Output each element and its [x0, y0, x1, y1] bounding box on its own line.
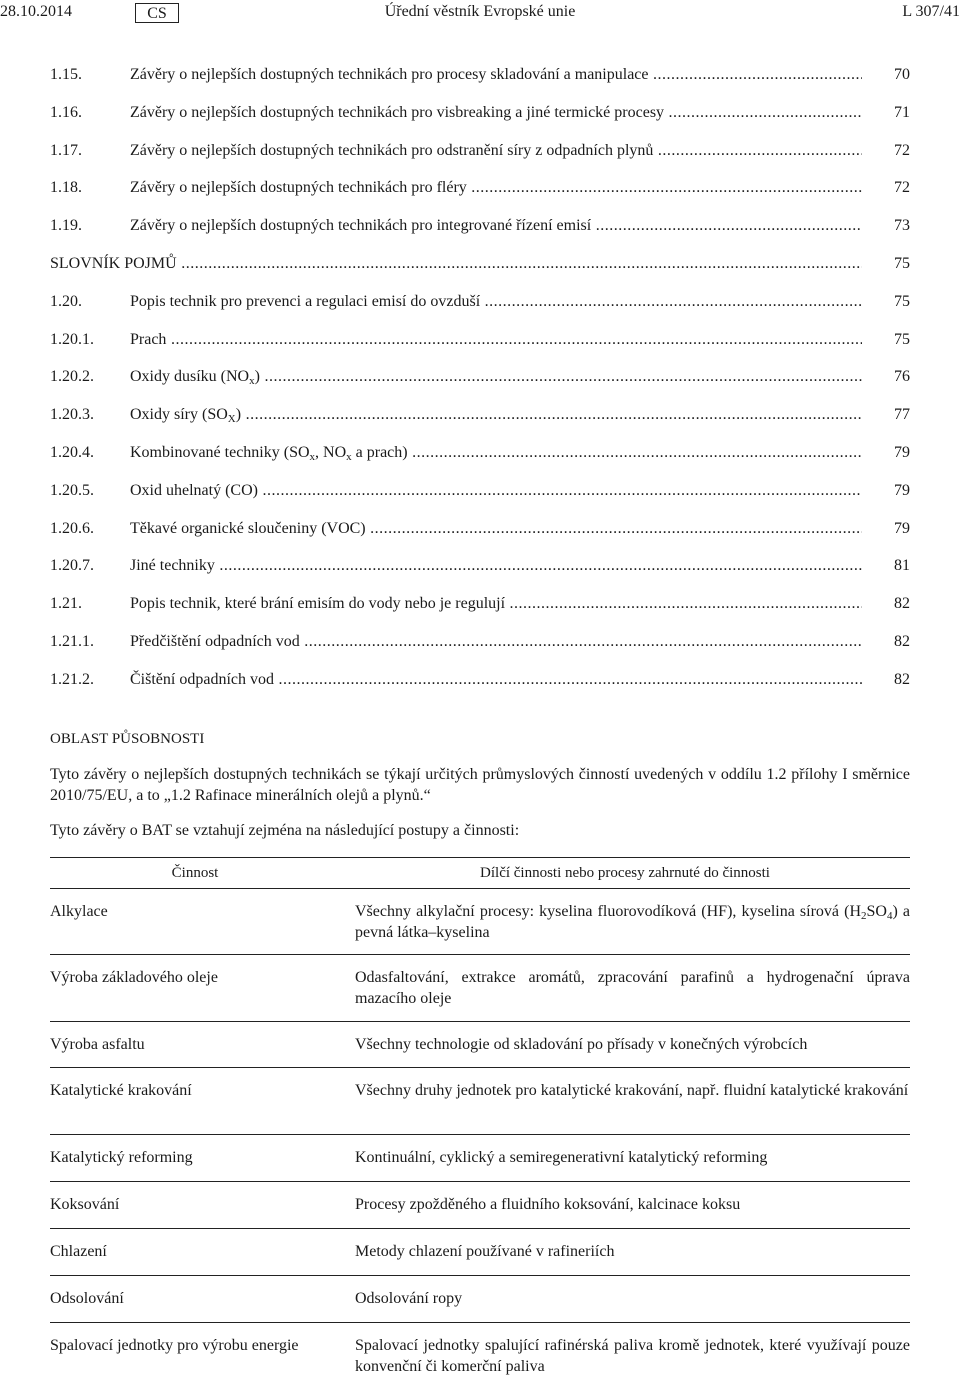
column-header-processes: Dílčí činnosti nebo procesy zahrnuté do činnosti — [340, 858, 910, 889]
toc-page: 82 — [894, 632, 910, 650]
activity-cell: Spalovací jednotky pro výrobu energie — [50, 1337, 299, 1354]
toc-page: 79 — [894, 481, 910, 499]
toc-entry — [130, 396, 862, 434]
toc-row — [50, 661, 910, 699]
table-row — [50, 1323, 910, 1383]
table-row — [50, 1182, 910, 1229]
toc-number: 1.21. — [50, 595, 82, 613]
toc-entry: Závěry o nejlepších dostupných technikách pro odstranění síry z odpadních plynů ..... — [130, 132, 862, 170]
header-language-code: CS — [135, 3, 179, 23]
toc-page: 79 — [894, 519, 910, 537]
toc-number: 1.21.2. — [50, 670, 94, 688]
process-cell: Všechny technologie od skladování po přísady v konečných výrobcích — [340, 1022, 910, 1068]
cell-text: Všechny alkylační procesy: kyselina fluorovodíková (HF), kyselina sírová (H — [355, 903, 862, 920]
scope-intro-paragraph: Tyto závěry o BAT se vztahují zejména na následující postupy a činnosti: — [50, 822, 520, 839]
toc-number: 1.20.2. — [50, 368, 94, 386]
table-row — [50, 1276, 910, 1323]
column-header-activity: Činnost — [50, 858, 340, 889]
toc-number: 1.20.1. — [50, 330, 94, 348]
toc-page: 72 — [894, 141, 910, 159]
table-header-row — [50, 858, 910, 889]
toc-text: Oxidy síry (SO — [130, 406, 228, 424]
table-row — [50, 1022, 910, 1068]
toc-row — [50, 358, 910, 396]
toc-row — [50, 396, 910, 434]
toc-entry: Předčištění odpadních vod ..... — [130, 623, 862, 661]
process-cell: Všechny druhy jednotek pro katalytické krakování, např. fluidní katalytické krakování — [340, 1068, 910, 1135]
toc-entry: Těkavé organické sloučeniny (VOC) ..... — [130, 510, 862, 548]
subscript: x — [309, 450, 316, 463]
toc-number: 1.15. — [50, 66, 82, 83]
toc-entry: Závěry o nejlepších dostupných technikách pro visbreaking a jiné termické procesy ..... — [130, 94, 862, 132]
toc-number: 1.20.4. — [50, 443, 94, 461]
activity-cell: Katalytické krakování — [50, 1068, 340, 1135]
toc-row — [50, 585, 910, 623]
header-page-number: L 307/41 — [902, 3, 960, 20]
toc-entry: Oxid uhelnatý (CO) ..... — [130, 472, 862, 510]
toc-row — [50, 510, 910, 548]
activity-cell: Alkylace — [50, 889, 340, 955]
activities-table — [50, 857, 910, 1383]
toc-page: 73 — [894, 217, 910, 235]
toc-page: 77 — [894, 406, 910, 424]
toc-page: 82 — [894, 670, 910, 688]
activity-cell: Odsolování — [50, 1276, 340, 1323]
toc-page: 79 — [894, 443, 910, 461]
toc-entry: Čištění odpadních vod ..... — [130, 661, 862, 699]
toc-text: , NO — [315, 443, 347, 461]
toc-row — [50, 169, 910, 207]
toc-number: 1.18. — [50, 179, 82, 197]
toc-row — [50, 207, 910, 245]
toc-page: 75 — [894, 254, 910, 272]
table-row — [50, 1135, 910, 1182]
toc-number: 1.16. — [50, 103, 82, 121]
toc-number: 1.20.7. — [50, 557, 94, 575]
process-cell: Odsolování ropy — [340, 1276, 910, 1323]
toc-page: 70 — [894, 66, 910, 83]
table-row — [50, 889, 910, 955]
toc-entry: Prach ..... — [130, 321, 862, 359]
subscript: 2 — [861, 910, 867, 922]
toc-entry: Závěry o nejlepších dostupných technikách pro procesy skladování a manipulace ..... — [130, 56, 862, 94]
table-row — [50, 1229, 910, 1276]
toc-entry: Popis technik pro prevenci a regulaci emisí do ovzduší ..... — [130, 283, 862, 321]
toc-page: 82 — [894, 595, 910, 613]
subscript: x — [249, 375, 255, 388]
toc-text: a prach) — [351, 443, 408, 461]
header-date: 28.10.2014 — [0, 3, 72, 20]
cell-text: ) a pevná látka–kyselina — [355, 903, 910, 941]
toc-number: 1.20. — [50, 292, 82, 310]
toc-entry: Jiné techniky ..... — [130, 547, 862, 585]
toc-row — [50, 283, 910, 321]
toc-text: Oxidy dusíku (NO — [130, 368, 250, 386]
process-cell: Odasfaltování, extrakce aromátů, zpracování parafinů a hydrogenační úprava mazacího oleje — [340, 955, 910, 1022]
toc-row — [50, 132, 910, 170]
toc-page: 72 — [894, 179, 910, 197]
toc-page: 75 — [894, 292, 910, 310]
toc-row — [50, 245, 910, 283]
toc-row — [50, 434, 910, 472]
table-row — [50, 1068, 910, 1135]
toc-row — [50, 472, 910, 510]
process-cell: Kontinuální, cyklický a semiregenerativní katalytický reforming — [340, 1135, 910, 1182]
process-cell: Metody chlazení používané v rafineriích — [340, 1229, 910, 1276]
process-cell — [340, 889, 910, 955]
section-heading-scope: OBLAST PŮSOBNOSTI — [50, 731, 205, 747]
toc-number: 1.19. — [50, 217, 82, 235]
activity-cell: Katalytický reforming — [50, 1135, 340, 1182]
subscript: x — [346, 450, 352, 463]
toc-number: 1.20.3. — [50, 406, 94, 424]
activity-cell: Výroba základového oleje — [50, 955, 340, 1022]
toc-page: 81 — [894, 557, 910, 575]
toc-entry — [130, 358, 862, 396]
activity-cell: Výroba asfaltu — [50, 1022, 340, 1068]
toc-entry: Závěry o nejlepších dostupných technikách pro fléry ..... — [130, 169, 862, 207]
toc-row — [50, 94, 910, 132]
table-row — [50, 955, 910, 1022]
subscript: 4 — [886, 910, 893, 922]
toc-text: ) — [254, 368, 260, 386]
toc-number: 1.21.1. — [50, 632, 94, 650]
toc-entry-glossary: SLOVNÍK POJMŮ ..... — [50, 245, 862, 283]
toc-row — [50, 623, 910, 661]
toc-row — [50, 321, 910, 359]
header-journal-title: Úřední věstník Evropské unie — [384, 3, 576, 20]
toc-text: Kombinované techniky (SO — [130, 443, 310, 461]
toc-page: 71 — [894, 103, 910, 121]
scope-paragraph: Tyto závěry o nejlepších dostupných technikách se týkají určitých průmyslových činností uvedených v oddílu 1.2 přílohy I směrnice 2010/75/EU, a to „1.2 Rafinace minerálních olejů a plynů.“ — [50, 766, 910, 804]
toc-text: ) — [235, 406, 242, 424]
toc-row — [50, 547, 910, 585]
toc-row — [50, 56, 910, 94]
activity-cell: Koksování — [50, 1182, 340, 1229]
toc-entry: Popis technik, které brání emisím do vody nebo je regulují ..... — [130, 585, 862, 623]
cell-text: SO — [866, 903, 887, 920]
page-header — [0, 0, 960, 30]
toc-page: 76 — [894, 368, 910, 386]
toc-number: 1.20.5. — [50, 481, 94, 499]
process-cell: Procesy zpožděného a fluidního koksování, kalcinace koksu — [340, 1182, 910, 1229]
subscript: X — [227, 413, 236, 426]
toc-entry: Závěry o nejlepších dostupných technikách pro integrované řízení emisí ..... — [130, 207, 862, 245]
process-cell: Spalovací jednotky spalující rafinérská paliva kromě jednotek, které využívají pouze konvenční či komerční paliva — [355, 1337, 910, 1375]
toc-entry — [130, 434, 862, 472]
toc-number: 1.20.6. — [50, 519, 94, 537]
toc-number: 1.17. — [50, 141, 82, 159]
activity-cell: Chlazení — [50, 1229, 340, 1276]
toc-page: 75 — [894, 330, 910, 348]
table-of-contents — [50, 56, 910, 699]
